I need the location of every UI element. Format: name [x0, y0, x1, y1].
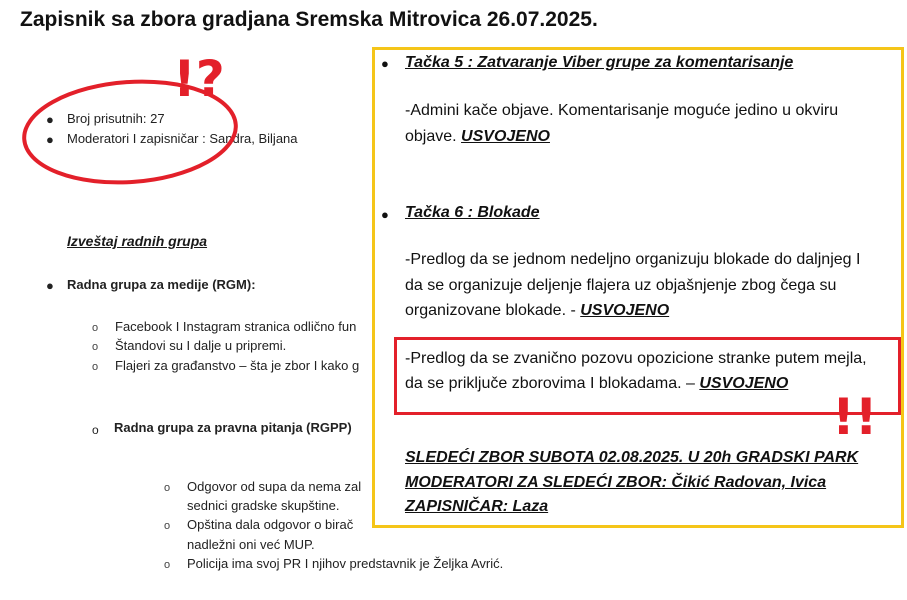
circle-bullet-icon: o — [164, 559, 171, 571]
point5-heading: Tačka 5 : Zatvaranje Viber grupe za komentarisanje — [405, 54, 794, 71]
circle-bullet-icon: o — [164, 520, 171, 532]
double-exclamation-annotation: !! — [832, 388, 878, 446]
next-meeting-recorder: ZAPISNIČAR: Laza — [405, 498, 549, 515]
status-approved: USVOJENO — [699, 375, 789, 392]
point5-line: objave. USVOJENO — [405, 128, 550, 145]
circle-bullet-icon: o — [164, 482, 171, 494]
moderators-line: Moderatori I zapisničar : Sandra, Biljana — [67, 131, 298, 146]
list-item: Facebook I Instagram stranica odlično fun — [115, 319, 357, 334]
bullet-dot-icon: ● — [381, 207, 389, 222]
point5-line: -Admini kače objave. Komentarisanje moguće jedino u okviru — [405, 102, 839, 119]
highlight-panel — [372, 47, 904, 528]
status-approved: USVOJENO — [461, 128, 550, 145]
bullet-dot-icon: ● — [46, 132, 54, 147]
bullet-dot-icon: ● — [381, 56, 389, 71]
proposal2-line: da se priključe zborovima I blokadama. – USVOJENO — [405, 375, 789, 392]
red-highlight-box — [394, 337, 901, 415]
document-title: Zapisnik sa zbora gradjana Sremska Mitrovica 26.07.2025. — [20, 8, 598, 31]
list-item: sednici gradske skupštine. — [187, 498, 340, 513]
attendance-count: Broj prisutnih: 27 — [67, 111, 165, 126]
circle-bullet-icon: o — [92, 341, 99, 353]
next-meeting-line: SLEDEĆI ZBOR SUBOTA 02.08.2025. U 20h GRADSKI PARK — [405, 449, 859, 466]
group-heading-media: Radna grupa za medije (RGM): — [67, 277, 256, 292]
section-heading: Izveštaj radnih grupa — [67, 233, 208, 249]
status-approved: USVOJENO — [580, 302, 670, 319]
bullet-dot-icon: ● — [46, 278, 54, 293]
list-item: Policija ima svoj PR I njihov predstavnik je Željka Avrić. — [187, 556, 504, 571]
circle-bullet-icon: o — [92, 423, 99, 437]
proposal1-line: organizovane blokade. - USVOJENO — [405, 302, 670, 319]
proposal1-line: da se organizuje deljenje flajera uz objašnjenje zbog čega su — [405, 277, 837, 294]
next-meeting-moderators: MODERATORI ZA SLEDEĆI ZBOR: Čikić Radovan, Ivica — [405, 474, 827, 491]
list-item: Opština dala odgovor o birač — [187, 517, 354, 532]
exclamation-question-mark-annotation: !? — [173, 50, 225, 108]
list-item: Odgovor od supa da nema zal — [187, 479, 362, 494]
proposal1-line: -Predlog da se jednom nedeljno organizuju blokade do daljnjeg I — [405, 251, 861, 268]
point6-heading: Tačka 6 : Blokade — [405, 204, 540, 221]
proposal2-line: -Predlog da se zvanično pozovu opozicione stranke putem mejla, — [405, 350, 867, 367]
circle-bullet-icon: o — [92, 361, 99, 373]
bullet-dot-icon: ● — [46, 112, 54, 127]
list-item: Štandovi su I dalje u pripremi. — [115, 338, 287, 353]
circle-bullet-icon: o — [92, 322, 99, 334]
list-item: Flajeri za građanstvo – šta je zbor I kako g — [115, 358, 360, 373]
list-item: nadležni oni već MUP. — [187, 537, 315, 552]
group-heading-legal: Radna grupa za pravna pitanja (RGPP) — [114, 420, 352, 435]
